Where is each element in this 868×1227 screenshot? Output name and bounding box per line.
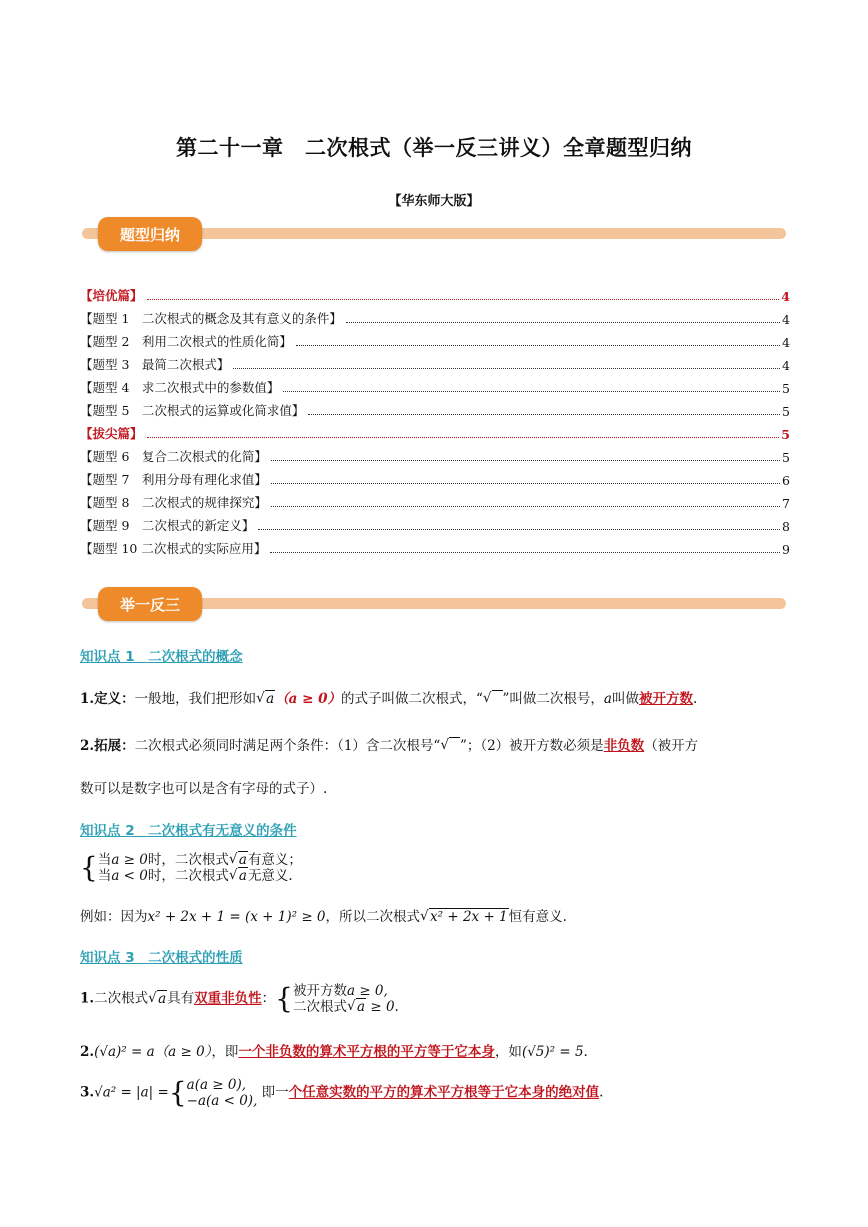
toc-leader-dots xyxy=(271,460,780,461)
key-term: 一个非负数的算术平方根的平方等于它本身 xyxy=(238,1044,495,1060)
text: 二次根式必须同时满足两个条件：（1）含二次根号“ xyxy=(134,738,441,754)
property-2: 2.(√a)² = a（a ≥ 0），即一个非负数的算术平方根的平方等于它本身，如(√5)² = 5. xyxy=(80,1044,588,1060)
toc-page-number: 5 xyxy=(781,427,790,442)
example-paragraph: 例如：因为x² + 2x + 1 = (x + 1)² ≥ 0，所以二次根式√ x² + 2x + 1恒有意义. xyxy=(80,905,794,925)
toc-page-number: 7 xyxy=(782,496,790,511)
toc-entry[interactable] xyxy=(80,330,790,350)
left-brace-icon: { xyxy=(80,851,98,884)
text: 一般地，我们把形如 xyxy=(134,691,257,707)
toc-page-number: 5 xyxy=(782,404,790,419)
toc-leader-dots xyxy=(283,391,780,392)
toc-entry[interactable] xyxy=(80,445,790,465)
text: （被开方 xyxy=(644,738,699,754)
knowledge-point-3-heading: 知识点 3 二次根式的性质 xyxy=(80,950,243,966)
toc-entry-label: 【题型 6 复合二次根式的化简】 xyxy=(80,449,267,464)
toc-page-number: 8 xyxy=(782,519,790,534)
toc-section-entry[interactable] xyxy=(80,284,790,304)
toc-leader-dots xyxy=(270,552,780,553)
key-term: 个任意实数的平方的算术平方根等于它本身的绝对值 xyxy=(288,1084,600,1101)
text: ”；（2）被开方数必须是 xyxy=(459,738,604,754)
toc-leader-dots xyxy=(296,345,780,346)
toc-page-number: 4 xyxy=(782,335,790,350)
toc-entry-label: 【题型 3 最简二次根式】 xyxy=(80,357,230,372)
toc-page-number: 4 xyxy=(782,358,790,373)
toc-entry-label: 【题型 7 利用分母有理化求值】 xyxy=(80,472,267,487)
toc-entry[interactable] xyxy=(80,514,790,534)
toc-page-number: 5 xyxy=(782,381,790,396)
toc-entry[interactable] xyxy=(80,468,790,488)
section-heading-practice: 举一反三 xyxy=(98,587,202,621)
toc-page-number: 9 xyxy=(782,542,790,557)
key-term: 双重非负性 xyxy=(194,990,262,1007)
text: 叫做 xyxy=(611,691,639,707)
page-title: 第二十一章 二次根式（举一反三讲义）全章题型归纳 xyxy=(176,136,692,160)
text: ”叫做二次根号， xyxy=(502,691,604,707)
condition-cases: { 当a ≥ 0时，二次根式√ a有意义； 当a < 0时，二次根式√ a无意义. xyxy=(80,852,794,884)
left-brace-icon: { xyxy=(275,982,293,1015)
item-number: 2.拓展： xyxy=(80,738,135,754)
toc-page-number: 4 xyxy=(782,312,790,327)
toc-section-entry[interactable] xyxy=(80,422,790,442)
section-heading-question-types: 题型归纳 xyxy=(98,217,202,251)
toc-leader-dots xyxy=(271,506,780,507)
text: 的式子叫做二次根式，“ xyxy=(341,691,483,707)
toc-leader-dots xyxy=(233,368,780,369)
toc-leader-dots xyxy=(147,437,780,438)
toc-entry[interactable] xyxy=(80,537,790,557)
edition-label: 【华东师大版】 xyxy=(388,194,480,209)
toc-leader-dots xyxy=(346,322,780,323)
condition: （a ≥ 0） xyxy=(275,691,342,707)
toc-entry[interactable] xyxy=(80,491,790,511)
toc-entry-label: 【题型 2 利用二次根式的性质化简】 xyxy=(80,334,292,349)
toc-page-number: 5 xyxy=(782,450,790,465)
toc-page-number: 6 xyxy=(782,473,790,488)
toc-entry-label: 【题型 10 二次根式的实际应用】 xyxy=(80,541,267,556)
property-3: 3.√a² = |a| ={ a(a ≥ 0), −a(a < 0), 即一个任意实数的平方的算术平方根等于它本身的绝对值. xyxy=(80,1076,604,1109)
toc-leader-dots xyxy=(308,414,780,415)
knowledge-point-1-heading: 知识点 1 二次根式的概念 xyxy=(80,649,243,665)
sqrt-expression: √ a xyxy=(256,691,275,707)
left-brace-icon: { xyxy=(168,1076,187,1109)
definition-paragraph xyxy=(80,687,794,707)
radical-sign-icon xyxy=(440,738,460,754)
toc-entry-label: 【拔尖篇】 xyxy=(80,426,143,441)
knowledge-point-2-heading: 知识点 2 二次根式有无意义的条件 xyxy=(80,823,297,839)
text: . xyxy=(692,691,698,707)
extension-paragraph-cont: 数可以是数字也可以是含有字母的式子）. xyxy=(80,781,328,797)
table-of-contents xyxy=(80,284,790,564)
toc-entry[interactable] xyxy=(80,353,790,373)
toc-entry[interactable] xyxy=(80,376,790,396)
toc-entry[interactable] xyxy=(80,307,790,327)
key-term: 被开方数 xyxy=(638,691,693,707)
toc-entry[interactable] xyxy=(80,399,790,419)
key-term: 非负数 xyxy=(603,738,645,754)
toc-entry-label: 【题型 8 二次根式的规律探究】 xyxy=(80,495,267,510)
toc-leader-dots xyxy=(258,529,780,530)
property-1: 1.二次根式√ a具有双重非负性：{ 被开方数a ≥ 0, 二次根式√ a ≥ 0. xyxy=(80,983,794,1015)
item-number: 1.定义： xyxy=(80,691,135,707)
variable: a xyxy=(603,691,612,707)
toc-entry-label: 【题型 9 二次根式的新定义】 xyxy=(80,518,255,533)
toc-entry-label: 【题型 4 求二次根式中的参数值】 xyxy=(80,380,280,395)
radical-sign-icon xyxy=(483,691,503,707)
toc-entry-label: 【题型 1 二次根式的概念及其有意义的条件】 xyxy=(80,311,342,326)
toc-entry-label: 【题型 5 二次根式的运算或化简求值】 xyxy=(80,403,305,418)
extension-paragraph xyxy=(80,734,794,754)
toc-entry-label: 【培优篇】 xyxy=(80,288,143,303)
toc-page-number: 4 xyxy=(781,289,790,304)
toc-leader-dots xyxy=(147,299,780,300)
toc-leader-dots xyxy=(271,483,780,484)
